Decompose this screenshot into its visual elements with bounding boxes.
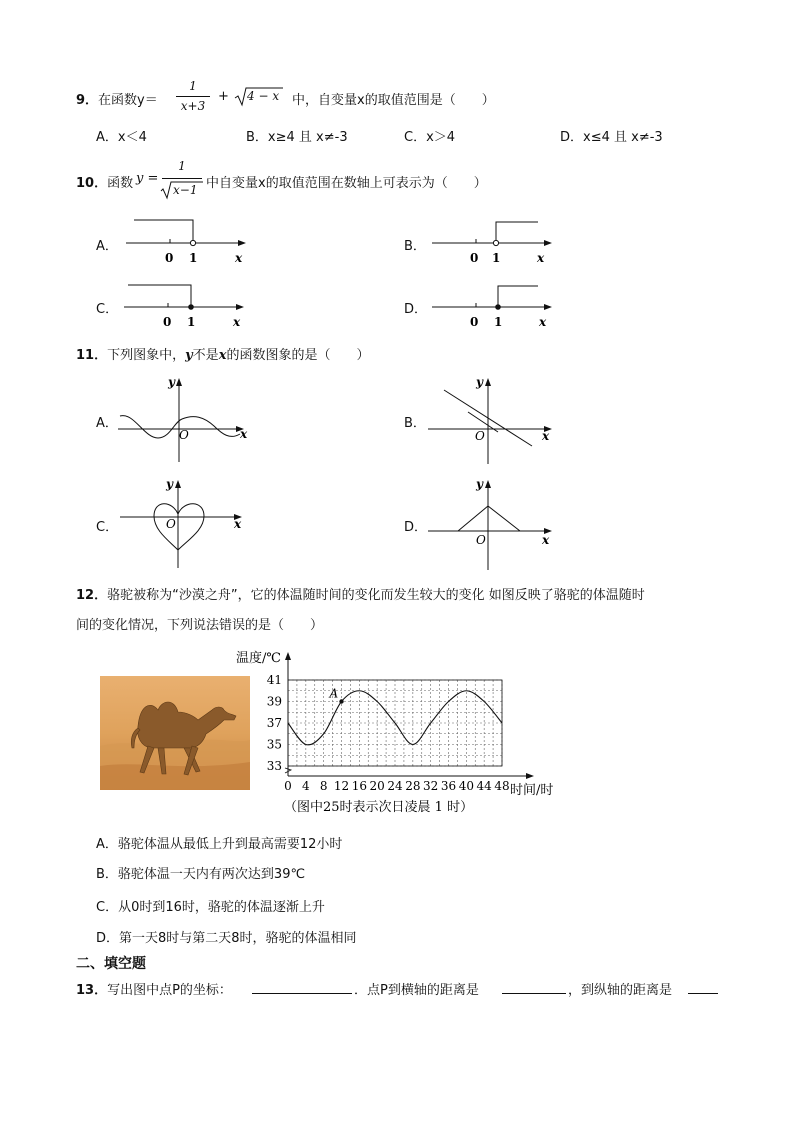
var-x: x bbox=[218, 348, 227, 363]
tick-label-zero: 0 bbox=[165, 251, 174, 265]
option-a: A．x＜4 bbox=[96, 130, 147, 145]
fraction-denominator: x−1 bbox=[173, 183, 198, 197]
option-c: C．x＞4 bbox=[404, 130, 456, 145]
origin-label: O bbox=[475, 429, 485, 443]
graph-d-peak bbox=[424, 474, 564, 572]
tick-label-one: 1 bbox=[492, 251, 501, 265]
answer-blank-2[interactable] bbox=[502, 993, 566, 994]
x-tick-label: 16 bbox=[351, 779, 367, 793]
axis-label-x: x bbox=[233, 315, 241, 329]
number-line-a bbox=[120, 212, 255, 270]
option-d: D．第一天8时与第二天8时，骆驼的体温相同 bbox=[96, 931, 357, 946]
x-tick-label: 48 bbox=[494, 779, 510, 793]
option-a: A．骆驼体温从最低上升到最高需要12小时 bbox=[96, 837, 343, 852]
fraction-1-numerator: 1 bbox=[189, 79, 197, 93]
x-tick-label: 8 bbox=[319, 779, 328, 793]
option-c: C．从0时到16时，骆驼的体温逐渐上升 bbox=[96, 900, 325, 915]
question-text-line2: 间的变化情况，下列说法错误的是（ ） bbox=[76, 618, 324, 633]
option-c-label: C． bbox=[96, 302, 119, 317]
sqrt-content: 4 − x bbox=[247, 89, 280, 103]
question-number: 9． bbox=[76, 93, 99, 108]
x-tick-label: 24 bbox=[387, 779, 403, 793]
question-text-2: ．点P到横轴的距离是 bbox=[354, 983, 479, 998]
fraction-numerator: 1 bbox=[178, 159, 186, 173]
option-d: D．x≤4 且 x≠-3 bbox=[560, 130, 663, 145]
chart-xlabel: 时间/时 bbox=[510, 783, 554, 798]
axis-label-x: x bbox=[542, 533, 550, 547]
tick-label-zero: 0 bbox=[470, 315, 479, 329]
question-text: 下列图象中， bbox=[107, 348, 186, 363]
option-d-label: D． bbox=[404, 520, 428, 535]
origin-label: O bbox=[476, 533, 486, 547]
tick-label-one: 1 bbox=[494, 315, 503, 329]
question-number: 13． bbox=[76, 983, 108, 998]
question-text: 写出图中点P的坐标： bbox=[107, 983, 232, 998]
fraction-bar bbox=[176, 96, 210, 97]
x-tick-label: 32 bbox=[423, 779, 439, 793]
question-number: 10． bbox=[76, 176, 108, 191]
question-text: 函数 bbox=[107, 176, 134, 191]
fraction-bar bbox=[162, 178, 202, 179]
temperature-chart bbox=[232, 646, 562, 818]
fraction-1-denominator: x+3 bbox=[180, 99, 206, 113]
x-tick-label: 28 bbox=[405, 779, 421, 793]
tick-label-zero: 0 bbox=[163, 315, 172, 329]
option-a-label: A． bbox=[96, 416, 118, 431]
axis-label-x: x bbox=[539, 315, 547, 329]
x-tick-label: 0 bbox=[284, 779, 292, 793]
question-number: 11． bbox=[76, 348, 108, 363]
question-text: 在函数y＝ bbox=[98, 93, 158, 108]
question-text-line1: 骆驼被称为“沙漠之舟”，它的体温随时间的变化而发生较大的变化 如图反映了骆驼的体温随时 bbox=[107, 588, 645, 603]
option-d-label: D． bbox=[404, 302, 428, 317]
question-number: 12． bbox=[76, 588, 108, 603]
axis-label-y: y bbox=[166, 477, 173, 491]
tick-label-one: 1 bbox=[187, 315, 196, 329]
axis-label-x: x bbox=[234, 517, 242, 531]
number-line-d bbox=[428, 276, 563, 334]
axis-label-x: x bbox=[537, 251, 545, 265]
option-c-label: C． bbox=[96, 520, 119, 535]
y-tick-label: 35 bbox=[266, 737, 282, 752]
question-text-suffix: 中，自变量x的取值范围是（ ） bbox=[292, 93, 495, 108]
x-axis-arrow bbox=[526, 773, 534, 779]
question-text-suffix: 中自变量x的取值范围在数轴上可表示为（ ） bbox=[206, 176, 487, 191]
number-line-c bbox=[118, 276, 253, 334]
tick-label-zero: 0 bbox=[470, 251, 479, 265]
y-tick-label: 37 bbox=[266, 716, 282, 730]
x-tick-label: 20 bbox=[369, 779, 385, 793]
option-b-label: B． bbox=[404, 239, 426, 254]
tick-label-one: 1 bbox=[189, 251, 198, 265]
y-tick-label: 41 bbox=[266, 673, 282, 687]
y-tick-label: 39 bbox=[266, 694, 282, 709]
question-text-suffix: 的函数图象的是（ ） bbox=[226, 348, 370, 363]
x-tick-label: 44 bbox=[476, 779, 492, 793]
chart-ylabel: 温度/℃ bbox=[236, 651, 281, 666]
x-tick-label: 36 bbox=[440, 779, 457, 793]
function-y-equals: y = bbox=[136, 171, 159, 186]
question-text-mid: 不是 bbox=[192, 348, 219, 363]
axis-label-x: x bbox=[542, 429, 550, 443]
answer-blank-1[interactable] bbox=[252, 993, 352, 994]
chart-caption: （图中25时表示次日凌晨 1 时） bbox=[284, 800, 474, 815]
option-b: B．骆驼体温一天内有两次达到39℃ bbox=[96, 867, 306, 882]
var-y: y bbox=[185, 348, 193, 363]
origin-label: O bbox=[179, 428, 189, 442]
plus-sign: + bbox=[218, 89, 229, 104]
x-tick-label: 4 bbox=[302, 779, 310, 793]
point-a-label: A bbox=[329, 686, 339, 701]
camel-photo bbox=[100, 676, 250, 790]
graph-b-lines bbox=[424, 372, 564, 466]
axis-label-x: x bbox=[240, 427, 248, 441]
answer-blank-3[interactable] bbox=[688, 993, 718, 994]
option-a-label: A． bbox=[96, 239, 118, 254]
option-b: B．x≥4 且 x≠-3 bbox=[246, 130, 348, 145]
y-axis-arrow bbox=[285, 652, 291, 660]
axis-label-y: y bbox=[476, 477, 483, 491]
x-tick-label: 40 bbox=[458, 779, 474, 793]
origin-label: O bbox=[166, 517, 176, 531]
axis-label-y: y bbox=[476, 375, 483, 389]
question-text-3: ，到纵轴的距离是 bbox=[568, 983, 673, 998]
x-tick-label: 12 bbox=[333, 779, 350, 793]
point-a-marker bbox=[339, 699, 343, 703]
option-b-label: B． bbox=[404, 416, 426, 431]
y-tick-label: 33 bbox=[266, 759, 282, 773]
axis-label-x: x bbox=[235, 251, 243, 265]
section-title: 二、填空题 bbox=[76, 956, 146, 972]
number-line-b bbox=[428, 212, 563, 270]
graph-c-heart bbox=[116, 474, 256, 570]
graph-a-wave bbox=[116, 372, 256, 464]
axis-label-y: y bbox=[168, 375, 175, 389]
